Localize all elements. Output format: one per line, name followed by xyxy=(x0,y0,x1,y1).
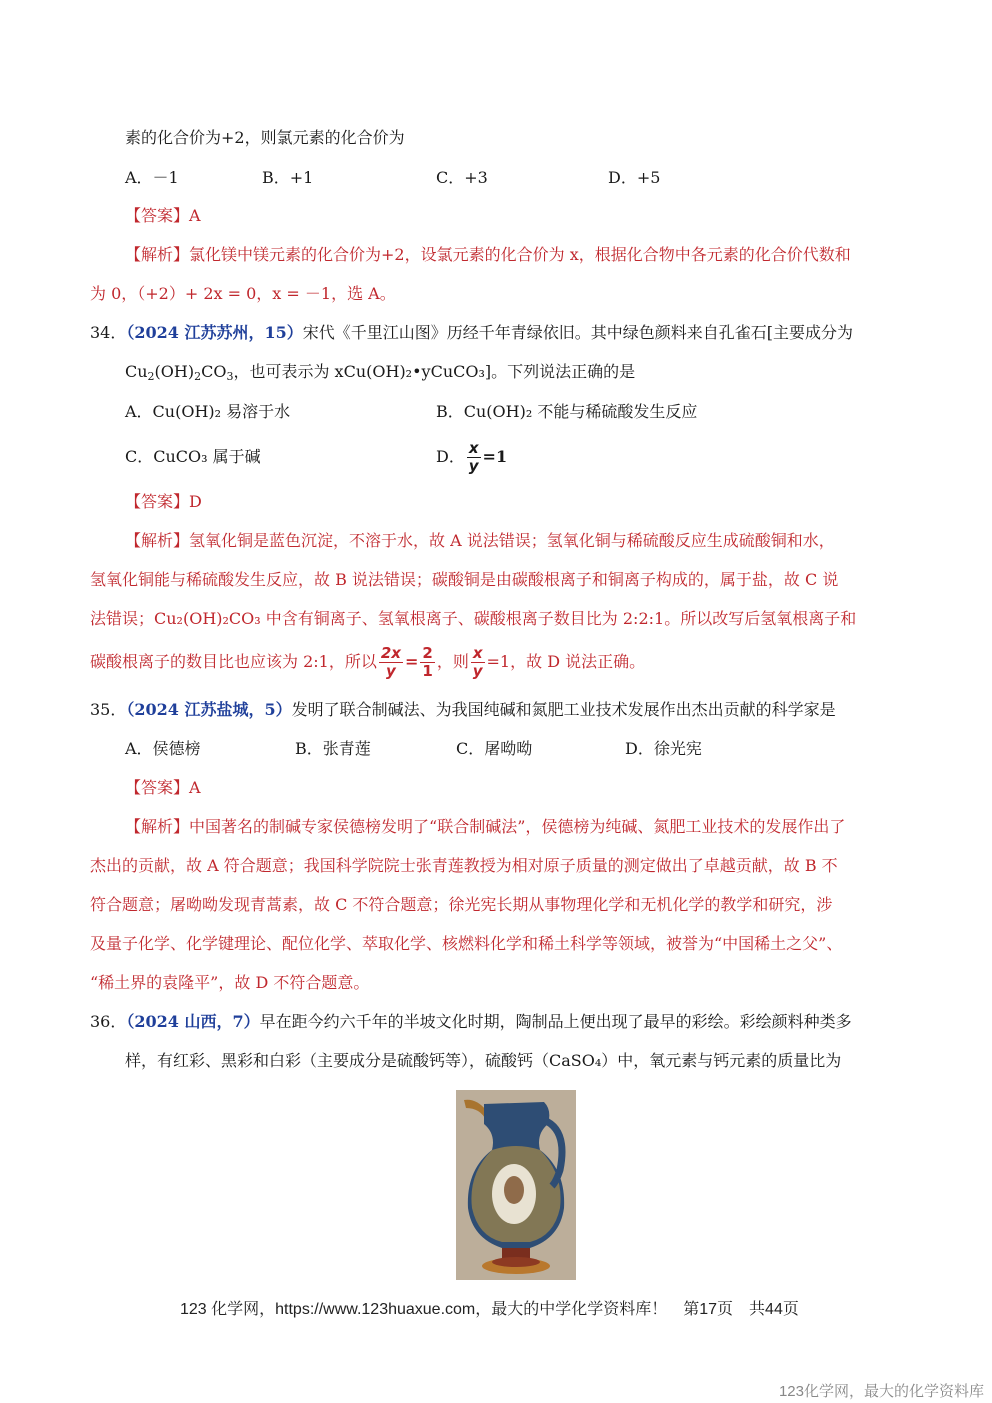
question-number: 36． xyxy=(90,1012,127,1031)
fraction-x-over-y: $\frac{x}{y}$ xyxy=(472,644,483,680)
q36-stem-line1: 36．（2024 山西，7）早在距今约六千年的半坡文化时期，陶制品上便出现了最早的彩绘。彩绘颜料种类多 xyxy=(90,1012,852,1031)
q33-option-c: C．+3 xyxy=(436,168,488,187)
question-number: 34． xyxy=(90,323,127,342)
q34-analysis-line2: 氢氧化铜能与稀硫酸发生反应，故 B 说法错误；碳酸铜是由碳酸根离子和铜离子构成的，属于盐，故 C 说 xyxy=(90,570,839,589)
q34-option-a: A．Cu(OH)₂ 易溶于水 xyxy=(125,402,291,421)
question-source: （2024 江苏苏州，15） xyxy=(126,323,303,342)
q33-option-a: A．－1 xyxy=(125,168,179,187)
q35-stem: 35．（2024 江苏盐城，5）发明了联合制碱法、为我国纯碱和氮肥工业技术发展作出杰出贡献的科学家是 xyxy=(90,700,836,719)
q35-option-b: B．张青莲 xyxy=(295,739,371,758)
question-source: （2024 江苏盐城，5） xyxy=(126,700,292,719)
q34-analysis-line4: 碳酸根离子的数目比也应该为 2:1，所以 $\frac{2x}{y}$ = $\frac{2}{1}$ ，则 $\frac{x}{y}$ =1，故 D 说法正确。 xyxy=(90,644,646,680)
q34-stem-line1: 34．（2024 江苏苏州，15）宋代《千里江山图》历经千年青绿依旧。其中绿色颜料来自孔雀石[主要成分为 xyxy=(90,323,853,342)
q34-answer: 【答案】D xyxy=(125,492,202,511)
q35-analysis-line3: 符合题意；屠呦呦发现青蒿素，故 C 不符合题意；徐光宪长期从事物理化学和无机化学的教学和研究，涉 xyxy=(90,895,833,914)
analysis-tag: 【解析】 xyxy=(125,817,190,836)
fraction-x-over-y: $\frac{x}{y}$ xyxy=(468,439,479,475)
vase-drawing xyxy=(456,1090,576,1280)
q35-option-a: A．侯德榜 xyxy=(125,739,201,758)
painted-pottery-vase-image xyxy=(456,1090,576,1280)
analysis-tag: 【解析】 xyxy=(125,531,190,550)
q33-option-b: B．+1 xyxy=(262,168,314,187)
fraction-2-over-1: $\frac{2}{1}$ xyxy=(422,644,433,680)
q35-analysis-line5: “稀土界的袁隆平”，故 D 不符合题意。 xyxy=(90,973,370,992)
q35-option-d: D．徐光宪 xyxy=(625,739,702,758)
q34-option-b: B．Cu(OH)₂ 不能与稀硫酸发生反应 xyxy=(436,402,698,421)
q33-analysis-line1: 【解析】氯化镁中镁元素的化合价为+2，设氯元素的化合价为 x，根据化合物中各元素的化合价代数和 xyxy=(125,245,851,264)
q34-analysis-line1: 【解析】氢氧化铜是蓝色沉淀，不溶于水，故 A 说法错误；氢氧化铜与稀硫酸反应生成硫酸铜和水， xyxy=(125,531,835,550)
q34-option-d: D． $\frac{x}{y}$ =1 xyxy=(436,439,508,475)
q34-stem-line2: $Cu_2(OH)_2CO_3$，也可表示为 xCu(OH)₂•yCuCO₃]。下列说法正确的是 xyxy=(125,362,636,383)
q33-answer: 【答案】A xyxy=(125,206,201,225)
q36-stem-line2: 样，有红彩、黑彩和白彩（主要成分是硫酸钙等），硫酸钙（CaSO₄）中，氧元素与钙元素的质量比为 xyxy=(125,1051,842,1070)
q35-option-c: C．屠呦呦 xyxy=(456,739,533,758)
q33-analysis-line2: 为 0，（+2）+ 2x = 0，x = －1，选 A。 xyxy=(90,284,396,303)
question-number: 35． xyxy=(90,700,127,719)
watermark: 123化学网，最大的化学资料库 xyxy=(778,1383,984,1400)
analysis-tag: 【解析】 xyxy=(125,245,190,264)
q34-option-c: C．CuCO₃ 属于碱 xyxy=(125,447,261,466)
q34-analysis-line3: 法错误；Cu₂(OH)₂CO₃ 中含有铜离子、氢氧根离子、碳酸根离子数目比为 2:2:1。所以改写后氢氧根离子和 xyxy=(90,609,857,628)
q33-option-d: D．+5 xyxy=(608,168,661,187)
q35-analysis-line4: 及量子化学、化学键理论、配位化学、萃取化学、核燃料化学和稀土科学等领域，被誉为“中国稀土之父”、 xyxy=(90,934,843,953)
q35-analysis-line1: 【解析】中国著名的制碱专家侯德榜发明了“联合制碱法”，侯德榜为纯碱、氮肥工业技术的发展作出了 xyxy=(125,817,846,836)
q35-analysis-line2: 杰出的贡献，故 A 符合题意；我国科学院院士张青莲教授为相对原子质量的测定做出了卓越贡献，故 B 不 xyxy=(90,856,838,875)
page-footer: 123 化学网，https://www.123huaxue.com，最大的中学化学资料库！ 第17页 共44页 xyxy=(180,1301,799,1318)
q35-answer: 【答案】A xyxy=(125,778,201,797)
fraction-2x-over-y: $\frac{2x}{y}$ xyxy=(380,644,401,680)
question-source: （2024 山西，7） xyxy=(126,1012,260,1031)
q33-stem-end: 素的化合价为+2，则氯元素的化合价为 xyxy=(125,128,405,147)
